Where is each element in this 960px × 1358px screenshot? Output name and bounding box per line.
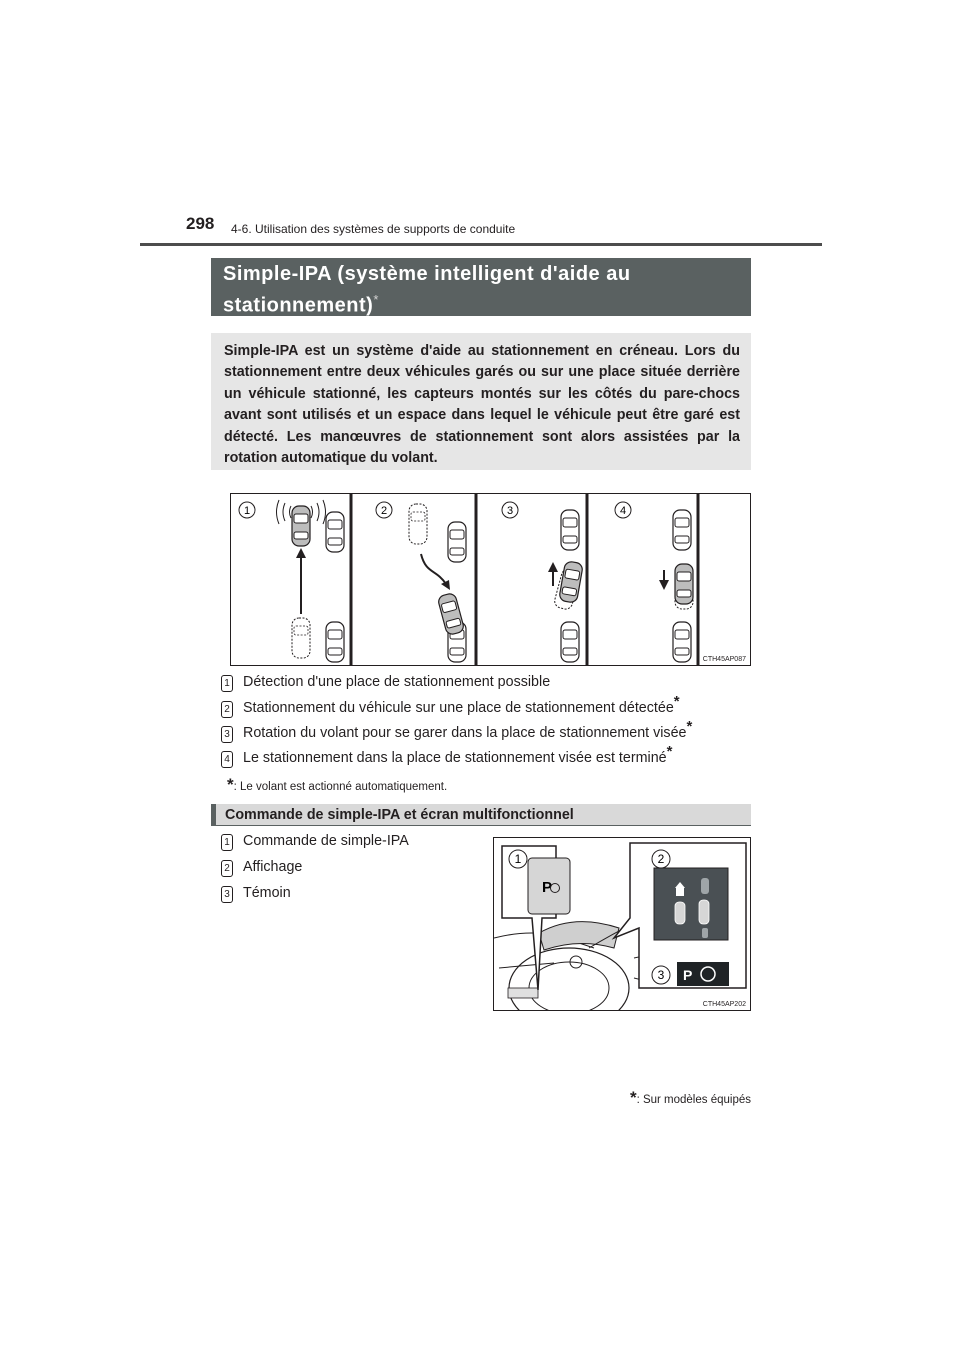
section-title-text: Simple-IPA (système intelligent d'aide au stationnement) bbox=[223, 263, 631, 317]
dashboard-figure bbox=[493, 837, 751, 1011]
step-number-icon: 2 bbox=[221, 701, 233, 718]
footnote-text: : Le volant est actionné automatiquement. bbox=[233, 781, 448, 793]
figure1-code: CTH45AP087 bbox=[702, 656, 746, 663]
step-text bbox=[243, 674, 550, 690]
item-number-icon: 2 bbox=[221, 860, 233, 877]
item-text: Témoin bbox=[243, 885, 291, 901]
indicator-glyph: P bbox=[683, 967, 693, 983]
step-label: Stationnement du véhicule sur une place de stationnement détectée bbox=[243, 700, 674, 716]
step-star: * bbox=[673, 693, 680, 711]
dashboard-illustration bbox=[494, 838, 750, 1010]
fig1-label-3: 3 bbox=[506, 505, 514, 517]
fig2-callout-1: 1 bbox=[514, 852, 522, 866]
section-title bbox=[223, 261, 751, 319]
figure2-code: CTH45AP202 bbox=[702, 1001, 746, 1008]
fig1-label-2: 2 bbox=[380, 505, 388, 517]
equipment-note-text: : Sur modèles équipés bbox=[636, 1094, 751, 1106]
step-number-icon: 3 bbox=[221, 726, 233, 743]
step-number-icon: 1 bbox=[221, 675, 233, 692]
parking-sequence-illustration bbox=[231, 494, 750, 665]
fig2-callout-2: 2 bbox=[657, 852, 665, 866]
step-label: Détection d'une place de stationnement possible bbox=[243, 674, 551, 690]
subsection-title: Commande de simple-IPA et écran multifonctionnel bbox=[225, 807, 574, 823]
step-label: Rotation du volant pour se garer dans la place de stationnement visée bbox=[243, 725, 687, 741]
section-path: 4-6. Utilisation des systèmes de supports de conduite bbox=[231, 222, 516, 236]
equipment-note bbox=[630, 1088, 751, 1108]
step-text bbox=[243, 718, 693, 741]
fig2-callout-3: 3 bbox=[657, 968, 665, 982]
item-text: Affichage bbox=[243, 859, 303, 875]
step-number-icon: 4 bbox=[221, 751, 233, 768]
parking-sequence-figure bbox=[230, 493, 751, 666]
equipment-note-star: * bbox=[629, 1088, 637, 1107]
fig1-label-1: 1 bbox=[243, 505, 251, 517]
fig1-label-4: 4 bbox=[619, 505, 627, 517]
section-title-band bbox=[211, 258, 751, 316]
intro-text: Simple-IPA est un système d'aide au stationnement en créneau. Lors du stationnement entre deux véhicules garés ou sur une place située derrière un véhicule stationné, les capteurs montés sur les côtés du pare-chocs avant sont utilisés et un espace dans lequel le véhicule peut être garé est détecté. Les manœuvres de stationnement sont alors assistées par la rotation automatique du volant. bbox=[224, 343, 740, 467]
section-title-marker: * bbox=[373, 292, 379, 307]
ipa-switch-glyph: P bbox=[542, 879, 553, 896]
step-text bbox=[243, 693, 680, 716]
item-number-icon: 1 bbox=[221, 834, 233, 851]
subsection-header bbox=[211, 804, 751, 826]
step-star: * bbox=[666, 743, 673, 761]
footnote bbox=[227, 775, 447, 795]
header-rule bbox=[140, 243, 822, 246]
step-label: Le stationnement dans la place de stationnement visée est terminé bbox=[243, 750, 667, 766]
intro-box bbox=[211, 333, 751, 470]
page-number: 298 bbox=[186, 214, 215, 233]
footnote-star: * bbox=[227, 775, 234, 794]
step-text bbox=[243, 743, 673, 766]
step-star: * bbox=[686, 718, 693, 736]
item-text: Commande de simple-IPA bbox=[243, 833, 409, 849]
item-number-icon: 3 bbox=[221, 886, 233, 903]
